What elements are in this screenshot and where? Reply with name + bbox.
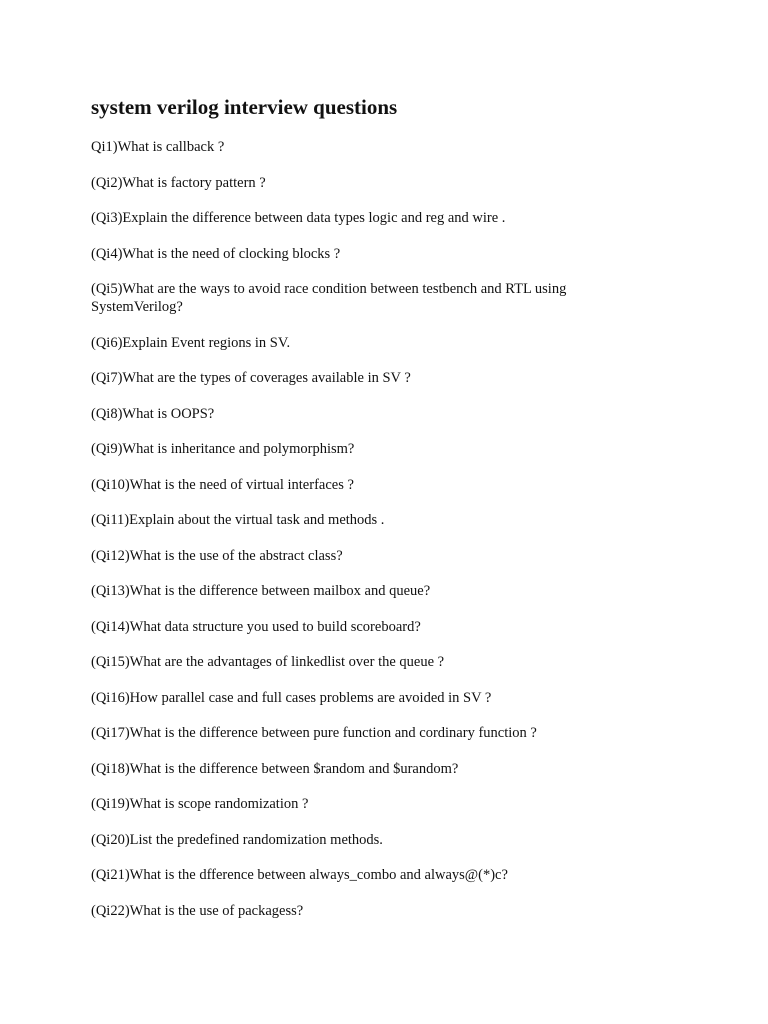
question-item: (Qi17)What is the difference between pure function and cordinary function ?: [91, 725, 537, 741]
document-title: system verilog interview questions: [91, 95, 398, 119]
question-item: (Qi6)Explain Event regions in SV.: [91, 334, 291, 351]
question-item: (Qi5)What are the ways to avoid race condition between testbench and RTL using SystemVerilog?: [91, 281, 567, 315]
question-item: (Qi18)What is the difference between $random and $urandom?: [91, 760, 459, 777]
question-item: Qi1)What is callback ?: [91, 139, 225, 155]
question-item: (Qi22)What is the use of packagess?: [91, 902, 304, 919]
question-item: (Qi3)Explain the difference between data types logic and reg and wire .: [91, 210, 506, 226]
question-item: (Qi21)What is the dfference between always_combo and always@(*)c?: [91, 867, 508, 883]
question-item: (Qi14)What data structure you used to build scoreboard?: [91, 618, 421, 635]
question-list: [91, 138, 651, 937]
question-item: (Qi19)What is scope randomization ?: [91, 796, 309, 812]
question-item: (Qi7)What are the types of coverages available in SV ?: [91, 370, 411, 386]
question-item: (Qi11)Explain about the virtual task and methods .: [91, 512, 385, 528]
question-item: (Qi2)What is factory pattern ?: [91, 174, 266, 191]
question-item: (Qi13)What is the difference between mailbox and queue?: [91, 583, 431, 599]
question-item: (Qi8)What is OOPS?: [91, 405, 215, 422]
question-item: (Qi20)List the predefined randomization methods.: [91, 831, 383, 848]
question-item: (Qi12)What is the use of the abstract class?: [91, 547, 343, 564]
question-item: (Qi16)How parallel case and full cases problems are avoided in SV ?: [91, 689, 492, 706]
question-item: (Qi15)What are the advantages of linkedlist over the queue ?: [91, 654, 445, 670]
question-item: (Qi10)What is the need of virtual interfaces ?: [91, 476, 354, 493]
question-item: (Qi4)What is the need of clocking blocks ?: [91, 245, 341, 262]
question-item: (Qi9)What is inheritance and polymorphism?: [91, 441, 355, 457]
